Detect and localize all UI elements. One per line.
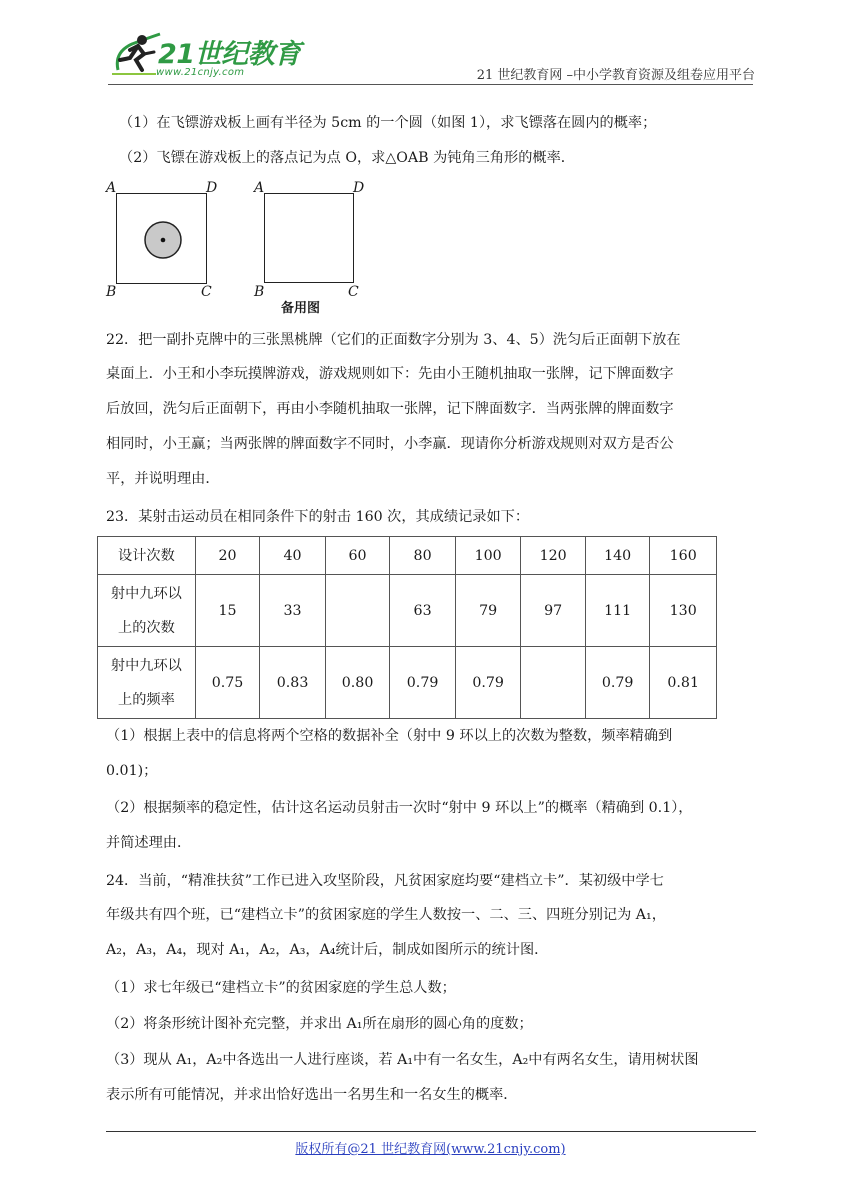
table-cell: 0.79 [390,647,456,719]
q22-line: 后放回，洗匀后正面朝下，再由小李随机抽取一张牌，记下牌面数字．当两张牌的牌面数字 [106,401,674,417]
label-d: D [353,180,365,196]
label-a: A [254,180,265,196]
q23-part2-line1: （2）根据频率的稳定性，估计这名运动员射击一次时“射中 9 环以上”的概率（精确到 0.1）， [106,800,693,816]
backup-square [264,193,354,283]
footer-divider [106,1131,756,1132]
table-cell-blank [325,575,390,647]
q23-part1-line2: 0.01)； [106,763,158,779]
table-cell: 120 [521,537,586,575]
q24-part2: （2）将条形统计图补充完整，并求出 A₁所在扇形的圆心角的度数； [106,1016,533,1032]
table-cell: 100 [455,537,521,575]
label-c: C [348,284,359,300]
header-label: 设计次数 [98,537,196,575]
label-d: D [206,180,218,196]
q24-line3: A₂，A₃，A₄，现对 A₁，A₂，A₃，A₄统计后，制成如图所示的统计图． [106,942,549,958]
score-table [97,536,717,719]
table-cell: 0.79 [585,647,650,719]
table-cell: 0.80 [325,647,390,719]
q24-line2: 年级共有四个班，已“建档立卡”的贫困家庭的学生人数按一、二、三、四班分别记为 A₁， [106,907,666,923]
q24-part1: （1）求七年级已“建档立卡”的贫困家庭的学生总人数； [106,980,456,996]
row-label [98,575,196,647]
header-divider [108,84,753,85]
row-label-line: 上的频率 [118,691,175,708]
table-cell: 97 [521,575,586,647]
q23-part1-line1: （1）根据上表中的信息将两个空格的数据补全（射中 9 环以上的次数为整数，频率精确到 [106,728,673,744]
row-label-line: 上的次数 [118,619,175,636]
table-row-frequency [98,647,717,719]
table-cell: 0.75 [195,647,260,719]
row-label [98,647,196,719]
table-row-header [98,537,717,575]
table-cell: 160 [650,537,717,575]
table-cell: 130 [650,575,717,647]
label-b: B [254,284,265,300]
label-b: B [106,284,117,300]
table-cell: 0.81 [650,647,717,719]
figure-caption: 备用图 [281,301,321,316]
q23-intro: 23．某射击运动员在相同条件下的射击 160 次，其成绩记录如下： [106,509,530,525]
logo-url: www.21cnjy.com [156,67,245,78]
table-row-count [98,575,717,647]
table-cell: 80 [390,537,456,575]
label-a: A [106,180,117,196]
q22-line: 相同时，小王赢；当两张牌的牌面数字不同时，小李赢．现请你分析游戏规则对双方是否公 [106,436,674,452]
q23-part2-line2: 并简述理由． [106,835,192,851]
table-cell: 20 [195,537,260,575]
q22-line: 平，并说明理由． [106,471,220,487]
table-cell: 40 [260,537,326,575]
site-title: 21 世纪教育网 –中小学教育资源及组卷应用平台 [476,68,755,83]
q21-part1: （1）在飞镖游戏板上画有半径为 5cm 的一个圆（如图 1），求飞镖落在圆内的概率； [119,115,657,131]
table-cell: 0.79 [455,647,521,719]
q22-line: 22．把一副扑克牌中的三张黑桃牌（它们的正面数字分别为 3、4、5）洗匀后正面朝下放在 [106,332,681,348]
q22-line: 桌面上．小王和小李玩摸牌游戏，游戏规则如下：先由小王随机抽取一张牌，记下牌面数字 [106,366,674,382]
table-cell: 140 [585,537,650,575]
q24-part3-line2: 表示所有可能情况，并求出恰好选出一名男生和一名女生的概率． [106,1087,518,1103]
label-c: C [201,284,212,300]
row-label-line: 射中九环以 [110,585,182,602]
table-cell: 111 [585,575,650,647]
table-cell: 63 [390,575,456,647]
table-cell-blank [521,647,586,719]
table-cell: 79 [455,575,521,647]
copyright-link[interactable]: 版权所有@21 世纪教育网(www.21cnjy.com) [295,1142,566,1157]
q21-part2: （2）飞镖在游戏板上的落点记为点 O，求△OAB 为钝角三角形的概率． [119,150,575,166]
q24-part3-line1: （3）现从 A₁，A₂中各选出一人进行座谈，若 A₁中有一名女生，A₂中有两名女生，请用树状图 [106,1052,699,1068]
table-cell: 33 [260,575,326,647]
table-cell: 0.83 [260,647,326,719]
row-label-line: 射中九环以 [110,657,182,674]
dartboard-circle-icon [143,220,183,260]
table-cell: 15 [195,575,260,647]
logo-text: 21世纪教育 [158,39,301,70]
q24-line1: 24．当前，“精准扶贫”工作已进入攻坚阶段，凡贫困家庭均要“建档立卡”．某初级中学七 [106,873,664,889]
table-cell: 60 [325,537,390,575]
